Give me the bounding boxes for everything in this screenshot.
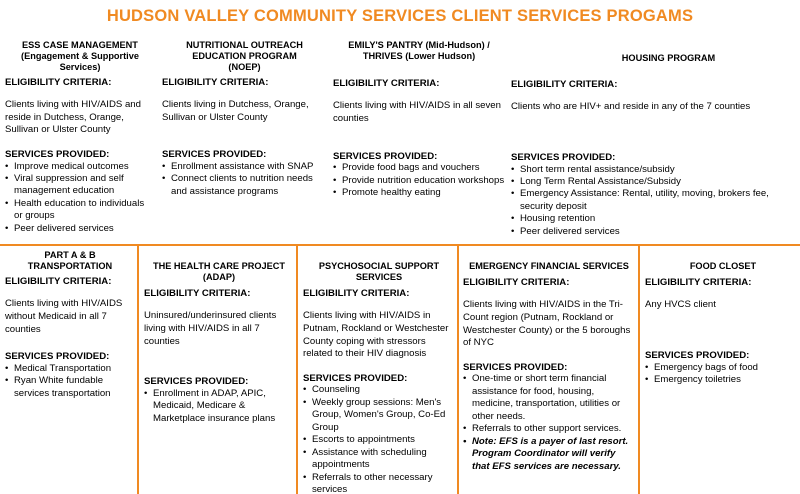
list-item: • Health education to individuals or groups: [5, 198, 155, 223]
list-item: • Connect clients to nutrition needs and assistance programs: [162, 173, 327, 198]
list-item: • Medical Transportation: [5, 363, 137, 375]
eligibility-label: ELIGIBILITY CRITERIA:: [144, 287, 251, 299]
services-list: [5, 161, 155, 236]
list-item: • Promote healthy eating: [333, 187, 505, 199]
program-housing: [511, 40, 796, 238]
list-item: • Counseling: [303, 384, 455, 396]
program-noep: [162, 40, 327, 198]
efs-note: • Note: EFS is a payer of last resort. Program Coordinator will verify that EFS services are necessary.: [463, 436, 635, 473]
column-divider: [457, 246, 459, 494]
services-list: [463, 373, 635, 473]
services-list: [303, 384, 455, 494]
list-item: • Emergency Assistance: Rental, utility, moving, brokers fee, security deposit: [511, 188, 796, 213]
list-item: • Improve medical outcomes: [5, 161, 155, 173]
services-label: SERVICES PROVIDED:: [162, 149, 267, 161]
services-list: [645, 362, 797, 387]
program-heading: HOUSING PROGRAM: [621, 53, 716, 63]
services-label: SERVICES PROVIDED:: [463, 361, 568, 373]
program-heading: THE HEALTH CARE PROJECT (ADAP): [152, 261, 286, 282]
list-item: • Peer delivered services: [511, 226, 796, 238]
list-item: • Enrollment assistance with SNAP: [162, 161, 327, 173]
program-health-care-project: [144, 250, 294, 425]
list-item: • Ryan White fundable services transportation: [5, 375, 137, 400]
eligibility-label: ELIGIBILITY CRITERIA:: [5, 76, 112, 88]
services-label: SERVICES PROVIDED:: [144, 376, 249, 388]
eligibility-text: Clients living with HIV/AIDS in the Tri-Count region (Putnam, Rockland or Westchester County) or the 5 boroughs of NYC: [463, 299, 631, 349]
list-item: • Housing retention: [511, 213, 796, 225]
program-heading: FOOD CLOSET: [689, 261, 757, 271]
eligibility-label: ELIGIBILITY CRITERIA:: [645, 276, 752, 288]
services-list: [333, 162, 505, 199]
list-item: • Viral suppression and self management education: [5, 173, 155, 198]
program-heading: NUTRITIONAL OUTREACH EDUCATION PROGRAM (NOEP): [186, 40, 303, 72]
eligibility-text: Uninsured/underinsured clients living with HIV/AIDS in all 7 counties: [144, 310, 277, 347]
program-heading: PART A & B TRANSPORTATION: [27, 250, 113, 271]
list-item: • Referrals to other support services.: [463, 423, 635, 435]
eligibility-label: ELIGIBILITY CRITERIA:: [463, 276, 570, 288]
services-label: SERVICES PROVIDED:: [511, 152, 616, 164]
eligibility-label: ELIGIBILITY CRITERIA:: [5, 275, 112, 287]
eligibility-text: Any HVCS client: [645, 299, 716, 311]
list-item: • Long Term Rental Assistance/Subsidy: [511, 176, 796, 188]
eligibility-label: ELIGIBILITY CRITERIA:: [162, 76, 269, 88]
program-emilys-pantry: [333, 40, 505, 199]
program-ess-case-management: [5, 40, 155, 235]
services-label: SERVICES PROVIDED:: [303, 372, 408, 384]
list-item: • Provide nutrition education workshops: [333, 175, 505, 187]
program-food-closet: [645, 250, 797, 386]
eligibility-label: ELIGIBILITY CRITERIA:: [333, 77, 440, 89]
services-list: [511, 164, 796, 239]
eligibility-text: Clients living with HIV/AIDS in all seven counties: [333, 100, 501, 124]
eligibility-label: ELIGIBILITY CRITERIA:: [303, 287, 410, 299]
eligibility-label: ELIGIBILITY CRITERIA:: [511, 78, 618, 90]
row-divider: [0, 244, 800, 246]
program-heading: ESS CASE MANAGEMENT (Engagement & Supportive Services): [21, 40, 139, 72]
program-emergency-financial: [463, 250, 635, 473]
services-list: [5, 363, 137, 400]
eligibility-text: Clients living with HIV/AIDS and reside in Dutchess, Orange, Sullivan or Ulster County: [5, 99, 141, 136]
list-item: • Assistance with scheduling appointments: [303, 447, 455, 472]
program-heading: EMERGENCY FINANCIAL SERVICES: [469, 261, 629, 271]
page-title: HUDSON VALLEY COMMUNITY SERVICES CLIENT SERVICES PROGAMS: [106, 7, 694, 25]
list-item: • Escorts to appointments: [303, 434, 455, 446]
eligibility-text: Clients who are HIV+ and reside in any of the 7 counties: [511, 101, 751, 113]
list-item: • Emergency bags of food: [645, 362, 797, 374]
program-transportation: [5, 250, 135, 400]
column-divider: [638, 246, 640, 494]
eligibility-text: Clients living with HIV/AIDS in Putnam, Rockland or Westchester County coping with stressors related to their HIV diagnosis: [303, 310, 449, 360]
list-item: • Weekly group sessions: Men's Group, Women's Group, Co-Ed Group: [303, 397, 455, 434]
list-item: • Peer delivered services: [5, 223, 155, 235]
program-heading: PSYCHOSOCIAL SUPPORT SERVICES: [318, 261, 440, 282]
list-item: • One-time or short term financial assistance for food, housing, medicine, transportation, utilities or other needs.: [463, 373, 635, 423]
list-item: • Enrollment in ADAP, APIC, Medicaid, Medicare & Marketplace insurance plans: [144, 388, 294, 425]
column-divider: [137, 246, 139, 494]
program-psychosocial-support: [303, 250, 455, 494]
eligibility-text: Clients living with HIV/AIDS without Medicaid in all 7 counties: [5, 298, 123, 335]
program-heading: EMILY'S PANTRY (Mid-Hudson) / THRIVES (Lower Hudson): [348, 40, 490, 61]
list-item: • Emergency toiletries: [645, 374, 797, 386]
services-label: SERVICES PROVIDED:: [5, 149, 110, 161]
services-list: [144, 388, 294, 425]
services-label: SERVICES PROVIDED:: [645, 350, 750, 362]
column-divider: [296, 246, 298, 494]
services-list: [162, 161, 327, 198]
services-label: SERVICES PROVIDED:: [5, 351, 110, 363]
eligibility-text: Clients living in Dutchess, Orange, Sullivan or Ulster County: [162, 99, 309, 123]
list-item: • Referrals to other necessary services: [303, 472, 455, 494]
services-label: SERVICES PROVIDED:: [333, 150, 438, 162]
list-item: • Short term rental assistance/subsidy: [511, 164, 796, 176]
list-item: • Provide food bags and vouchers: [333, 162, 505, 174]
